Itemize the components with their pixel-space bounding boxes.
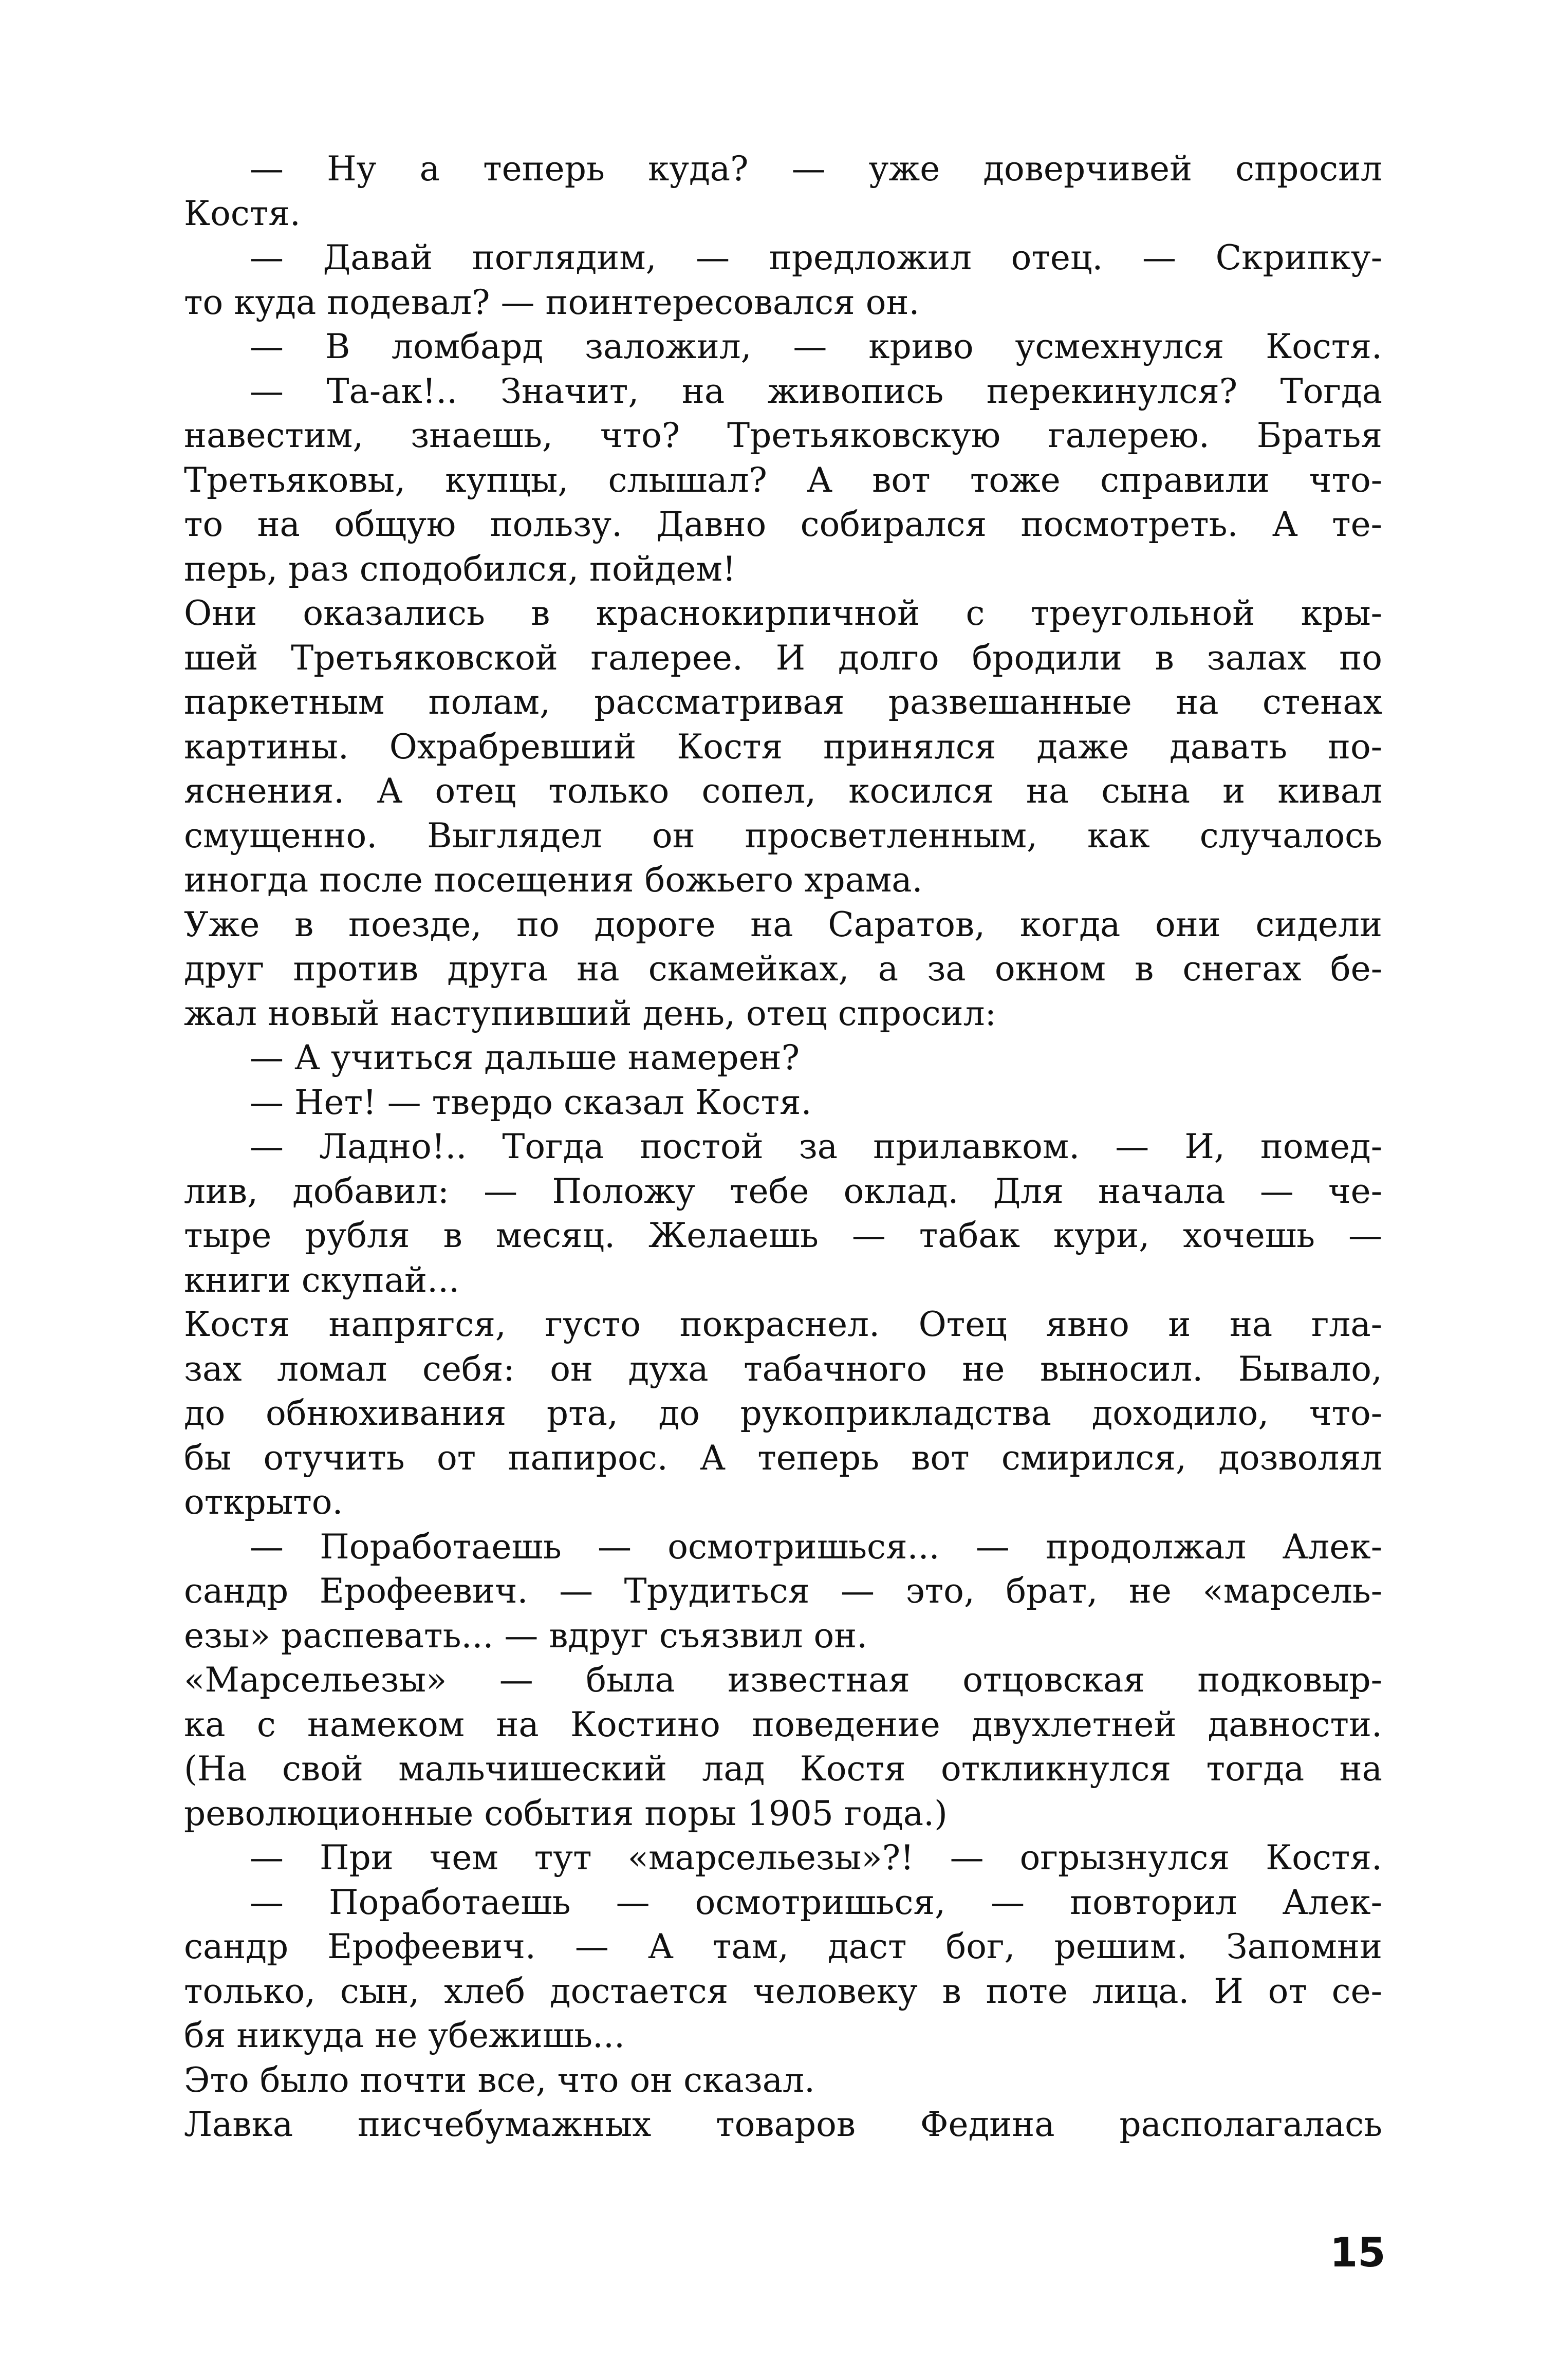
text-line: Они оказались в краснокирпичной с треугольной кры- <box>184 593 1382 633</box>
text-line: смущенно. Выглядел он просветленным, как случалось <box>184 815 1382 856</box>
text-line: навестим, знаешь, что? Третьяковскую галерею. Братья <box>184 416 1382 455</box>
text-line: езы» распевать... — вдруг съязвил он. <box>184 1615 868 1656</box>
text-line: — Нет! — твердо сказал Костя. <box>250 1082 812 1122</box>
text-line: паркетным полам, рассматривая развешанные на стенах <box>184 682 1382 722</box>
text-line: шей Третьяковской галерее. И долго бродили в залах по <box>184 638 1382 678</box>
text-line: «Марсельезы» — была известная отцовская подковыр- <box>184 1660 1382 1700</box>
text-line: Это было почти все, что он сказал. <box>184 2060 815 2100</box>
text-line: сандр Ерофеевич. — Трудиться — это, брат, не «марсель- <box>184 1571 1382 1611</box>
text-line: — Поработаешь — осмотришься, — повторил Алек- <box>250 1882 1382 1922</box>
text-line: — Поработаешь — осмотришься... — продолжал Алек- <box>250 1527 1382 1567</box>
text-line: иногда после посещения божьего храма. <box>184 860 923 900</box>
text-line: бя никуда не убежишь... <box>184 2016 625 2055</box>
text-line: революционные события поры 1905 года.) <box>184 1793 948 1833</box>
text-line: Третьяковы, купцы, слышал? А вот тоже справили что- <box>184 460 1382 500</box>
text-line: до обнюхивания рта, до рукоприкладства доходило, что- <box>184 1393 1382 1433</box>
text-line: друг против друга на скамейках, а за окном в снегах бе- <box>184 949 1382 989</box>
text-line: Лавка писчебумажных товаров Федина располагалась <box>184 2105 1382 2144</box>
text-line: Костя. <box>184 193 301 233</box>
text-line: Костя напрягся, густо покраснел. Отец явно и на гла- <box>184 1305 1382 1344</box>
text-line: то на общую пользу. Давно собирался посмотреть. А те- <box>184 505 1382 544</box>
text-line: — Ну а теперь куда? — уже доверчивей спросил <box>250 149 1382 189</box>
text-line: — При чем тут «марсельезы»?! — огрызнулся Костя. <box>250 1838 1382 1877</box>
text-line: — Та-ак!.. Значит, на живопись перекинулся? Тогда <box>250 371 1382 411</box>
body-text <box>184 147 1382 2147</box>
text-line: — Давай поглядим, — предложил отец. — Скрипку- <box>250 238 1382 277</box>
text-line: сандр Ерофеевич. — А там, даст бог, решим. Запомни <box>184 1927 1382 1966</box>
text-line: ка с намеком на Костино поведение двухлетней давности. <box>184 1704 1382 1744</box>
text-line: только, сын, хлеб достается человеку в поте лица. И от се- <box>184 1971 1382 2011</box>
text-line: тыре рубля в месяц. Желаешь — табак кури, хочешь — <box>184 1216 1382 1255</box>
text-line: — Ладно!.. Тогда постой за прилавком. — И, помед- <box>250 1127 1382 1166</box>
page-number: 15 <box>1330 2230 1386 2276</box>
text-line: то куда подевал? — поинтересовался он. <box>184 282 920 322</box>
text-line: перь, раз сподобился, пойдем! <box>184 549 736 589</box>
text-line: Уже в поезде, по дороге на Саратов, когда они сидели <box>184 904 1382 944</box>
text-line: открыто. <box>184 1482 343 1522</box>
text-line: (На свой мальчишеский лад Костя откликнулся тогда на <box>184 1749 1382 1789</box>
text-line: лив, добавил: — Положу тебе оклад. Для начала — че- <box>184 1171 1382 1211</box>
text-line: бы отучить от папирос. А теперь вот смирился, дозволял <box>184 1438 1382 1478</box>
text-line: яснения. А отец только сопел, косился на сына и кивал <box>184 771 1382 811</box>
text-line: — А учиться дальше намерен? <box>250 1038 800 1077</box>
text-line: картины. Охрабревший Костя принялся даже давать по- <box>184 727 1382 767</box>
text-line: — В ломбард заложил, — криво усмехнулся Костя. <box>250 327 1382 366</box>
text-line: жал новый наступивший день, отец спросил: <box>184 993 996 1033</box>
text-line: зах ломал себя: он духа табачного не выносил. Бывало, <box>184 1349 1382 1389</box>
text-line: книги скупай... <box>184 1260 460 1300</box>
